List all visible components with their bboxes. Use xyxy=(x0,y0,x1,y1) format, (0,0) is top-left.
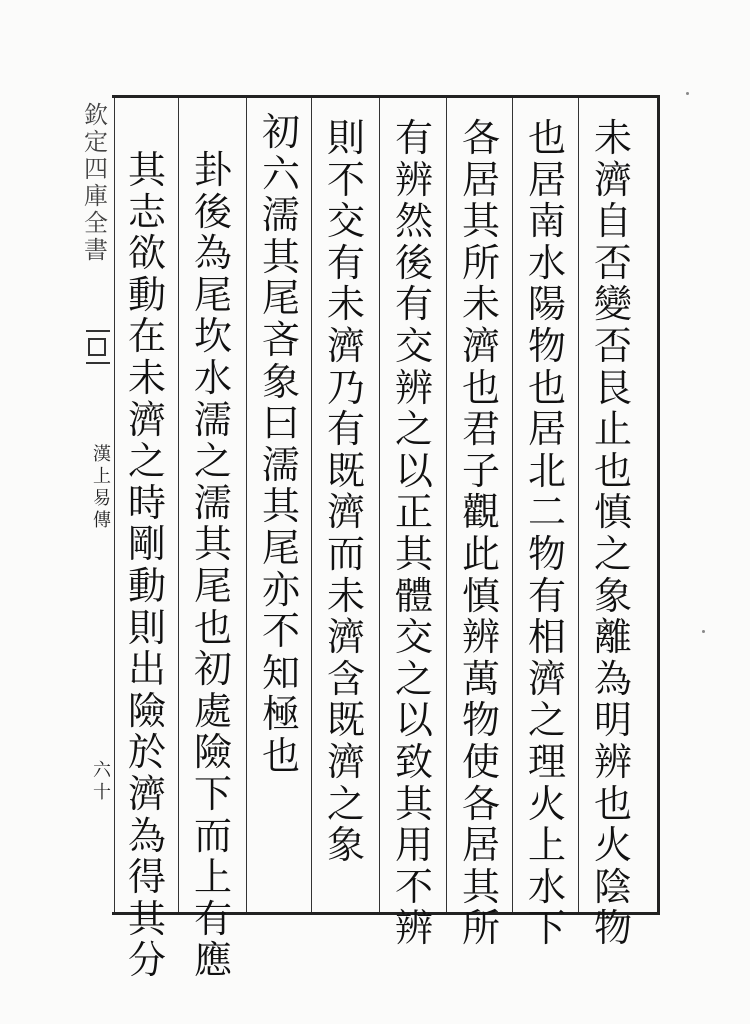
character: 險 xyxy=(193,730,232,775)
character: 濟 xyxy=(127,771,166,816)
character: 不 xyxy=(394,864,433,909)
character: 以 xyxy=(394,448,433,493)
character: 有 xyxy=(394,116,433,160)
character: 二 xyxy=(527,490,566,535)
character: 物 xyxy=(527,323,566,368)
text-column xyxy=(122,150,172,982)
character: 吝 xyxy=(261,317,300,362)
character: 之 xyxy=(394,656,433,701)
character: 居 xyxy=(527,407,566,452)
character: 不 xyxy=(261,609,300,654)
character: 其 xyxy=(261,234,300,279)
character: 火 xyxy=(527,781,566,826)
character: 濡 xyxy=(261,442,300,487)
column-rule xyxy=(246,98,247,912)
character: 動 xyxy=(127,272,166,317)
character: 未 xyxy=(326,282,365,327)
character: 則 xyxy=(326,116,365,160)
character: 也 xyxy=(461,365,500,410)
character: 為 xyxy=(193,231,232,276)
collection-title xyxy=(82,102,110,264)
column-rule xyxy=(114,98,115,912)
character: 曰 xyxy=(261,401,300,446)
character: 其 xyxy=(193,522,232,567)
character: 濡 xyxy=(193,397,232,442)
character: 初 xyxy=(261,110,300,154)
character: 有 xyxy=(193,896,232,941)
character: 濟 xyxy=(326,490,365,535)
character: 有 xyxy=(394,282,433,327)
character: 慎 xyxy=(593,490,632,535)
character: 下 xyxy=(193,771,232,816)
character: 觀 xyxy=(461,490,500,535)
character: 辨 xyxy=(593,739,632,784)
character: 時 xyxy=(127,480,166,525)
character: 交 xyxy=(394,615,433,660)
character: 卦 xyxy=(193,148,232,192)
character: 濟 xyxy=(326,323,365,368)
character: 出 xyxy=(127,647,166,692)
column-rule xyxy=(178,98,179,912)
character: 交 xyxy=(394,323,433,368)
character: 尾 xyxy=(193,272,232,317)
text-column xyxy=(321,118,371,867)
character: 其 xyxy=(461,199,500,244)
character: 既 xyxy=(326,448,365,493)
character: 濟 xyxy=(127,397,166,442)
character: 動 xyxy=(127,563,166,608)
character: 後 xyxy=(193,189,232,234)
column-rule xyxy=(512,98,513,912)
character: 四 xyxy=(84,155,108,183)
character: 初 xyxy=(193,647,232,692)
character: 濟 xyxy=(326,615,365,660)
character: 其 xyxy=(461,864,500,909)
text-column xyxy=(588,118,638,950)
character: 不 xyxy=(326,157,365,202)
column-rule xyxy=(446,98,447,912)
character: 物 xyxy=(593,906,632,951)
character: 之 xyxy=(593,531,632,576)
character: 濟 xyxy=(326,739,365,784)
character: 水 xyxy=(193,355,232,400)
character: 未 xyxy=(326,573,365,618)
character: 書 xyxy=(84,236,108,264)
character: 之 xyxy=(527,698,566,743)
character: 陽 xyxy=(527,282,566,327)
character: 後 xyxy=(394,240,433,285)
character: 各 xyxy=(461,781,500,826)
character: 離 xyxy=(593,615,632,660)
character: 也 xyxy=(527,116,566,160)
character: 辨 xyxy=(394,157,433,202)
character: 欽 xyxy=(84,101,108,129)
character: 慎 xyxy=(461,573,500,618)
character: 也 xyxy=(593,781,632,826)
character: 北 xyxy=(527,448,566,493)
character: 應 xyxy=(193,938,232,983)
character: 明 xyxy=(593,698,632,743)
character: 水 xyxy=(527,864,566,909)
character: 之 xyxy=(193,439,232,484)
character: 居 xyxy=(527,157,566,202)
character: 有 xyxy=(326,407,365,452)
character: 居 xyxy=(461,823,500,868)
character: 用 xyxy=(394,823,433,868)
character: 全 xyxy=(84,209,108,237)
character: 志 xyxy=(127,189,166,234)
character: 坎 xyxy=(193,314,232,359)
scan-speck xyxy=(702,630,705,633)
character: 以 xyxy=(394,698,433,743)
character: 使 xyxy=(461,739,500,784)
character: 也 xyxy=(593,448,632,493)
character: 辨 xyxy=(394,906,433,951)
character: 之 xyxy=(127,439,166,484)
character: 欲 xyxy=(127,231,166,276)
character: 正 xyxy=(394,490,433,535)
character: 剛 xyxy=(127,522,166,567)
character: 象 xyxy=(326,823,365,868)
fish-tail-icon xyxy=(88,338,106,356)
character: 下 xyxy=(527,906,566,951)
character: 為 xyxy=(593,656,632,701)
character: 君 xyxy=(461,407,500,452)
character: 濟 xyxy=(593,157,632,202)
character: 既 xyxy=(326,698,365,743)
text-column xyxy=(522,118,572,950)
character: 尾 xyxy=(261,525,300,570)
character: 變 xyxy=(593,282,632,327)
character: 處 xyxy=(193,688,232,733)
character: 火 xyxy=(593,823,632,868)
character: 象 xyxy=(261,359,300,404)
character: 分 xyxy=(127,938,166,983)
character: 其 xyxy=(127,148,166,192)
character: 辨 xyxy=(461,615,500,660)
fish-tail-mark xyxy=(86,330,110,364)
character: 極 xyxy=(261,692,300,737)
character: 其 xyxy=(394,531,433,576)
character: 乃 xyxy=(326,365,365,410)
character: 亦 xyxy=(261,567,300,612)
character: 濡 xyxy=(193,480,232,525)
character: 所 xyxy=(461,906,500,951)
character: 南 xyxy=(527,199,566,244)
page-number: 六十 xyxy=(93,760,111,803)
character: 則 xyxy=(127,605,166,650)
character: 易 xyxy=(93,488,111,509)
column-rule xyxy=(379,98,380,912)
character: 其 xyxy=(261,484,300,529)
text-column xyxy=(389,118,439,950)
character: 濡 xyxy=(261,193,300,238)
character: 濟 xyxy=(461,323,500,368)
column-rule xyxy=(578,98,579,912)
text-column xyxy=(188,150,238,982)
character: 有 xyxy=(326,240,365,285)
character: 而 xyxy=(326,531,365,576)
character: 也 xyxy=(193,605,232,650)
character: 上 xyxy=(527,823,566,868)
character: 六 xyxy=(261,151,300,196)
character: 否 xyxy=(593,323,632,368)
character: 漢 xyxy=(93,444,111,465)
character: 上 xyxy=(93,466,111,487)
text-column xyxy=(256,112,306,778)
character: 然 xyxy=(394,199,433,244)
character: 艮 xyxy=(593,365,632,410)
character: 傳 xyxy=(93,510,111,531)
character: 止 xyxy=(593,407,632,452)
character: 所 xyxy=(461,240,500,285)
character: 之 xyxy=(326,781,365,826)
text-column xyxy=(456,118,506,950)
character: 定 xyxy=(84,128,108,156)
character: 理 xyxy=(527,739,566,784)
character: 也 xyxy=(527,365,566,410)
character: 有 xyxy=(527,573,566,618)
character: 水 xyxy=(527,240,566,285)
character: 得 xyxy=(127,855,166,900)
character: 否 xyxy=(593,240,632,285)
character: 象 xyxy=(593,573,632,618)
character: 含 xyxy=(326,656,365,701)
character: 交 xyxy=(326,199,365,244)
character: 尾 xyxy=(261,276,300,321)
column-rule xyxy=(311,98,312,912)
character: 庫 xyxy=(84,182,108,210)
character: 自 xyxy=(593,199,632,244)
character: 未 xyxy=(127,355,166,400)
character: 險 xyxy=(127,688,166,733)
character: 其 xyxy=(127,896,166,941)
character: 上 xyxy=(193,855,232,900)
character: 致 xyxy=(394,739,433,784)
character: 物 xyxy=(527,531,566,576)
character: 居 xyxy=(461,157,500,202)
character: 各 xyxy=(461,116,500,160)
character: 相 xyxy=(527,615,566,660)
character: 未 xyxy=(593,116,632,160)
character: 知 xyxy=(261,650,300,695)
character: 其 xyxy=(394,781,433,826)
character: 尾 xyxy=(193,563,232,608)
book-title xyxy=(90,444,114,532)
character: 體 xyxy=(394,573,433,618)
scan-speck xyxy=(686,92,689,95)
character: 萬 xyxy=(461,656,500,701)
character: 未 xyxy=(461,282,500,327)
character: 而 xyxy=(193,813,232,858)
character: 也 xyxy=(261,733,300,778)
character: 濟 xyxy=(527,656,566,701)
character: 為 xyxy=(127,813,166,858)
character: 於 xyxy=(127,730,166,775)
character: 物 xyxy=(461,698,500,743)
character: 之 xyxy=(394,407,433,452)
character: 子 xyxy=(461,448,500,493)
character: 辨 xyxy=(394,365,433,410)
character: 陰 xyxy=(593,864,632,909)
character: 在 xyxy=(127,314,166,359)
character: 此 xyxy=(461,531,500,576)
